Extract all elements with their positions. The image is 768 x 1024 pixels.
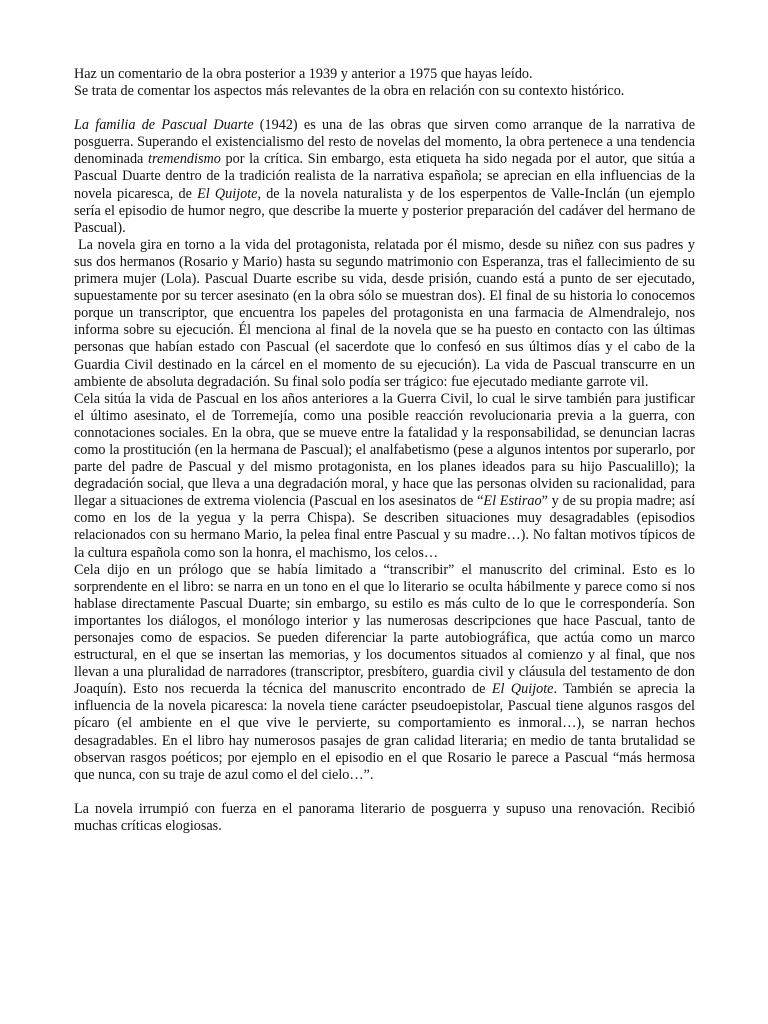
name-el-estirao: El Estirao [483,493,542,510]
paragraph-spacer [74,100,695,117]
paragraph-spacer-2 [74,784,695,801]
context-text-2: ” y de su propia madre; así como en los de la yegua y la perra Chispa). Se describen situaciones muy desagradables (episodios relacionados con su hermano Mario, la pelea final entre Pascual y su madre…). No faltan motivos típicos de la cultura española como son la honra, el machismo, los celos… [74,493,696,561]
intro-text-1: (1942) es una de las obras que sirven como arranque de la narrativa de posguerra. Superando el existencialismo del resto de novelas del momento, la obra pertenece a una tendencia denominada [74,117,695,168]
intro-text-2: por la crítica. Sin embargo, esta etiqueta ha sido negada por el autor, que sitúa a Pascual Duarte dentro de la tradición realista de la narrativa española; se aprecian en ella influencias de la novela picaresca, de [74,151,695,202]
intro-text-3: , de la novela naturalista y de los esperpentos de Valle-Inclán (un ejemplo sería el episodio de humor negro, que describe la muerte y posterior preparación del cadáver del hermano de Pascual). [74,185,695,236]
paragraph-style [74,562,695,784]
paragraph-plot: La novela gira en torno a la vida del protagonista, relatada por él mismo, desde su niñez con sus padres y sus dos hermanos (Rosario y Mario) hasta su segundo matrimonio con Esperanza, tras el fallecimiento de su primera mujer (Lola). Pascual Duarte escribe su vida, desde prisión, cuando está a punto de ser ejecutado, supuestamente por su tercer asesinato (en la obra sólo se muestran dos). El final de su historia lo conocemos porque un transcriptor, que encuentra los papeles del protagonista en una farmacia de Almendralejo, nos informa sobre su ejecución. Él menciona al final de la novela que se ha puesto en contacto con las últimas personas que habían estado con Pascual (el sacerdote que lo confesó en sus últimos días y el cabo de la Guardia Civil destinado en la cárcel en el momento de su ejecución). La vida de Pascual transcurre en un ambiente de absoluta degradación. Su final solo podía ser trágico: fue ejecutado mediante garrote vil. [74,236,695,390]
book-title: La familia de Pascual Duarte [74,117,254,134]
paragraph-context [74,391,695,562]
term-tremendismo: tremendismo [148,151,221,168]
document-page [74,66,695,835]
context-text-1: Cela sitúa la vida de Pascual en los años anteriores a la Guerra Civil, lo cual le sirve también para justificar el último asesinato, el de Torremejía, como una posible reacción revolucionaria previa a la guerra, con connotaciones sociales. En la obra, que se mueve entre la fatalidad y la responsabilidad, se denuncian lacras como la prostitución (en la hermana de Pascual); el analfabetismo (pese a algunos intentos por superarlo, por parte del padre de Pascual y del mismo protagonista, en los planes ideados para su hijo Pascualillo); la degradación social, que lleva a una degradación moral, y hace que las personas olviden su racionalidad, para llegar a situaciones de extrema violencia (Pascual en los asesinatos de “ [74,390,695,510]
title-quijote-2: El Quijote [491,681,554,698]
style-text-2: . También se aprecia la influencia de la novela picaresca: la novela tiene carácter pseudoepistolar, Pascual tiene algunos rasgos del pícaro (el ambiente en el que vive le pervierte, su comportamiento es inmoral…), se narran hechos desagradables. En el libro hay numerosos pasajes de gran calidad literaria; en medio de tanta brutalidad se observan rasgos poéticos; por ejemplo en el episodio en el que Rosario le parece a Pascual “más hermosa que nunca, con su traje de azul como el del cielo…”. [74,681,696,783]
paragraph-introduction [74,117,695,237]
paragraph-conclusion: La novela irrumpió con fuerza en el panorama literario de posguerra y supuso una renovación. Recibió muchas críticas elogiosas. [74,800,695,834]
assignment-line-2: Se trata de comentar los aspectos más relevantes de la obra en relación con su contexto histórico. [74,83,625,100]
style-text-1: Cela dijo en un prólogo que se había limitado a “transcribir” el manuscrito del criminal. Esto es lo sorprendente en el libro: se narra en un tono en el que lo literario se oculta hábilmente y parece como si nos hablase directamente Pascual Duarte; sin embargo, su estilo es más culto de lo que le correspondería. Son importantes los diálogos, el monólogo interior y las numerosas descripciones que hace Pascual, tanto de personajes como de espacios. Se pueden diferenciar la parte autobiográfica, que actúa como un marco estructural, en el que se insertan las memorias, y los documentos situados al comienzo y al final, que nos llevan a una pluralidad de narradores (transcriptor, presbítero, guardia civil y cláusula del testamento de don Joaquín). Esto nos recuerda la técnica del manuscrito encontrado de [74,561,695,698]
title-quijote: El Quijote [197,185,258,202]
assignment-line-1: Haz un comentario de la obra posterior a 1939 y anterior a 1975 que hayas leído. [74,66,533,82]
